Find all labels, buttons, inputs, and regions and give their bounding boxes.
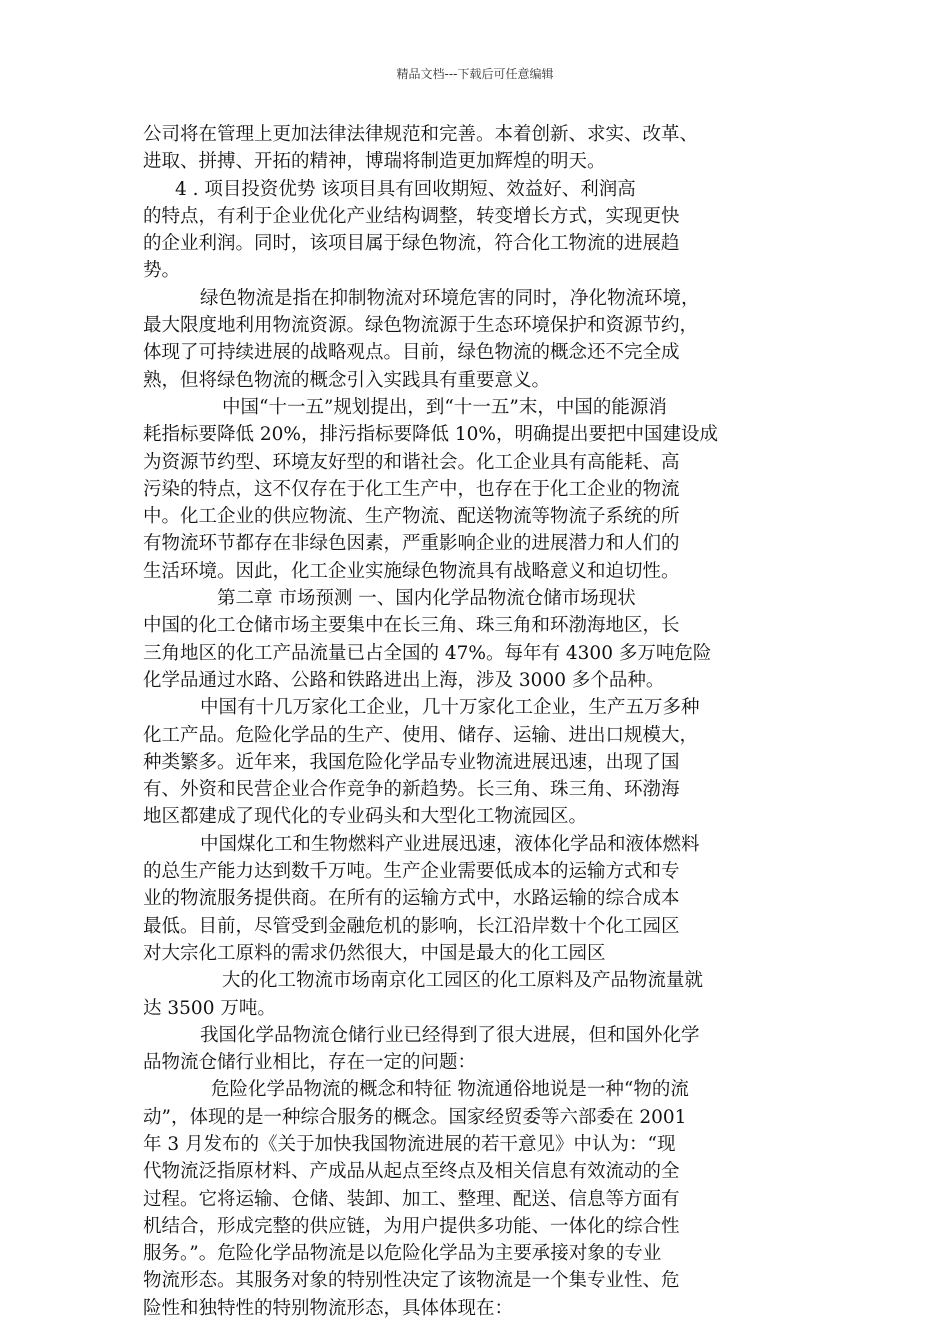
text-line: 耗指标要降低 20%，排污指标要降低 10%，明确提出要把中国建设成 <box>143 424 719 446</box>
text-line: 化学品通过水路、公路和铁路进出上海，涉及 3000 多个品种。 <box>143 669 665 691</box>
text-line: 进取、拼搏、开拓的精神，博瑞将制造更加辉煌的明天。 <box>143 151 606 173</box>
text-line: 我国化学品物流仓储行业已经得到了很大进展，但和国外化学 <box>200 1024 700 1046</box>
text-line: 生活环境。因此，化工企业实施绿色物流具有战略意义和迫切性。 <box>143 560 680 582</box>
page-header: 精品文档---下载后可任意编辑 <box>396 67 554 81</box>
text-line: 污染的特点，这不仅存在于化工生产中，也存在于化工企业的物流 <box>143 478 680 500</box>
text-line: 最低。目前，尽管受到金融危机的影响，长江沿岸数十个化工园区 <box>143 915 680 937</box>
text-line: 中国的化工仓储市场主要集中在长三角、珠三角和环渤海地区，长 <box>143 615 680 637</box>
text-line: 年 3 月发布的《关于加快我国物流进展的若干意见》中认为：“现 <box>143 1133 676 1155</box>
text-line: 体现了可持续进展的战略观点。目前，绿色物流的概念还不完全成 <box>143 342 680 364</box>
text-line: 危险化学品物流的概念和特征 物流通俗地说是一种“物的流 <box>211 1079 689 1101</box>
text-line: 物流形态。其服务对象的特别性决定了该物流是一个集专业性、危 <box>143 1270 680 1292</box>
text-line: 有物流环节都存在非绿色因素，严重影响企业的进展潜力和人们的 <box>143 533 680 555</box>
text-line: 中国“十一五”规划提出，到“十一五”末，中国的能源消 <box>222 396 667 418</box>
text-line: 对大宗化工原料的需求仍然很大，中国是最大的化工园区 <box>143 942 606 964</box>
text-line: 三角地区的化工产品流量已占全国的 47%。每年有 4300 多万吨危险 <box>143 642 712 664</box>
text-line: 代物流泛指原材料、产成品从起点至终点及相关信息有效流动的全 <box>143 1161 680 1183</box>
text-line: 公司将在管理上更加法律法律规范和完善。本着创新、求实、改革、 <box>143 124 699 145</box>
text-line: 业的物流服务提供商。在所有的运输方式中，水路运输的综合成本 <box>143 888 680 910</box>
text-line: 中国煤化工和生物燃料产业进展迅速，液体化学品和液体燃料 <box>200 833 700 855</box>
text-line: 熟，但将绿色物流的概念引入实践具有重要意义。 <box>143 369 551 391</box>
text-line: 品物流仓储行业相比，存在一定的问题： <box>143 1052 477 1074</box>
text-line: 绿色物流是指在抑制物流对环境危害的同时，净化物流环境， <box>200 287 700 309</box>
text-line: 4 . 项目投资优势 该项目具有回收期短、效益好、利润高 <box>175 178 636 200</box>
text-line: 为资源节约型、环境友好型的和谐社会。化工企业具有高能耗、高 <box>143 451 680 473</box>
document-body <box>143 121 809 1322</box>
text-line: 势。 <box>143 260 181 282</box>
text-line: 地区都建成了现代化的专业码头和大型化工物流园区。 <box>143 806 588 828</box>
text-line: 达 3500 万吨。 <box>143 997 276 1019</box>
text-line: 大的化工物流市场南京化工园区的化工原料及产品物流量就 <box>222 970 704 992</box>
text-line: 的特点，有利于企业优化产业结构调整，转变增长方式，实现更快 <box>143 205 680 227</box>
text-line: 机结合，形成完整的供应链，为用户提供多功能、一体化的综合性 <box>143 1215 680 1237</box>
text-line: 第二章 市场预测 一、国内化学品物流仓储市场现状 <box>217 588 636 610</box>
text-line: 的企业利润。同时，该项目属于绿色物流，符合化工物流的进展趋 <box>143 233 680 255</box>
text-line: 动”，体现的是一种综合服务的概念。国家经贸委等六部委在 2001 <box>143 1106 687 1128</box>
text-line: 中。化工企业的供应物流、生产物流、配送物流等物流子系统的所 <box>143 506 680 528</box>
text-line: 险性和独特性的特别物流形态，具体体现在： <box>143 1297 514 1319</box>
text-line: 中国有十几万家化工企业，几十万家化工企业，生产五万多种 <box>200 697 700 719</box>
text-line: 有、外资和民营企业合作竞争的新趋势。长三角、珠三角、环渤海 <box>143 779 680 801</box>
text-line: 最大限度地利用物流资源。绿色物流源于生态环境保护和资源节约， <box>143 315 699 337</box>
text-line: 服务。”。危险化学品物流是以危险化学品为主要承接对象的专业 <box>143 1243 662 1265</box>
text-line: 过程。它将运输、仓储、装卸、加工、整理、配送、信息等方面有 <box>143 1188 680 1210</box>
text-line: 的总生产能力达到数千万吨。生产企业需要低成本的运输方式和专 <box>143 861 680 883</box>
text-line: 化工产品。危险化学品的生产、使用、储存、运输、进出口规模大， <box>143 724 699 746</box>
text-line: 种类繁多。近年来，我国危险化学品专业物流进展迅速，出现了国 <box>143 751 680 773</box>
